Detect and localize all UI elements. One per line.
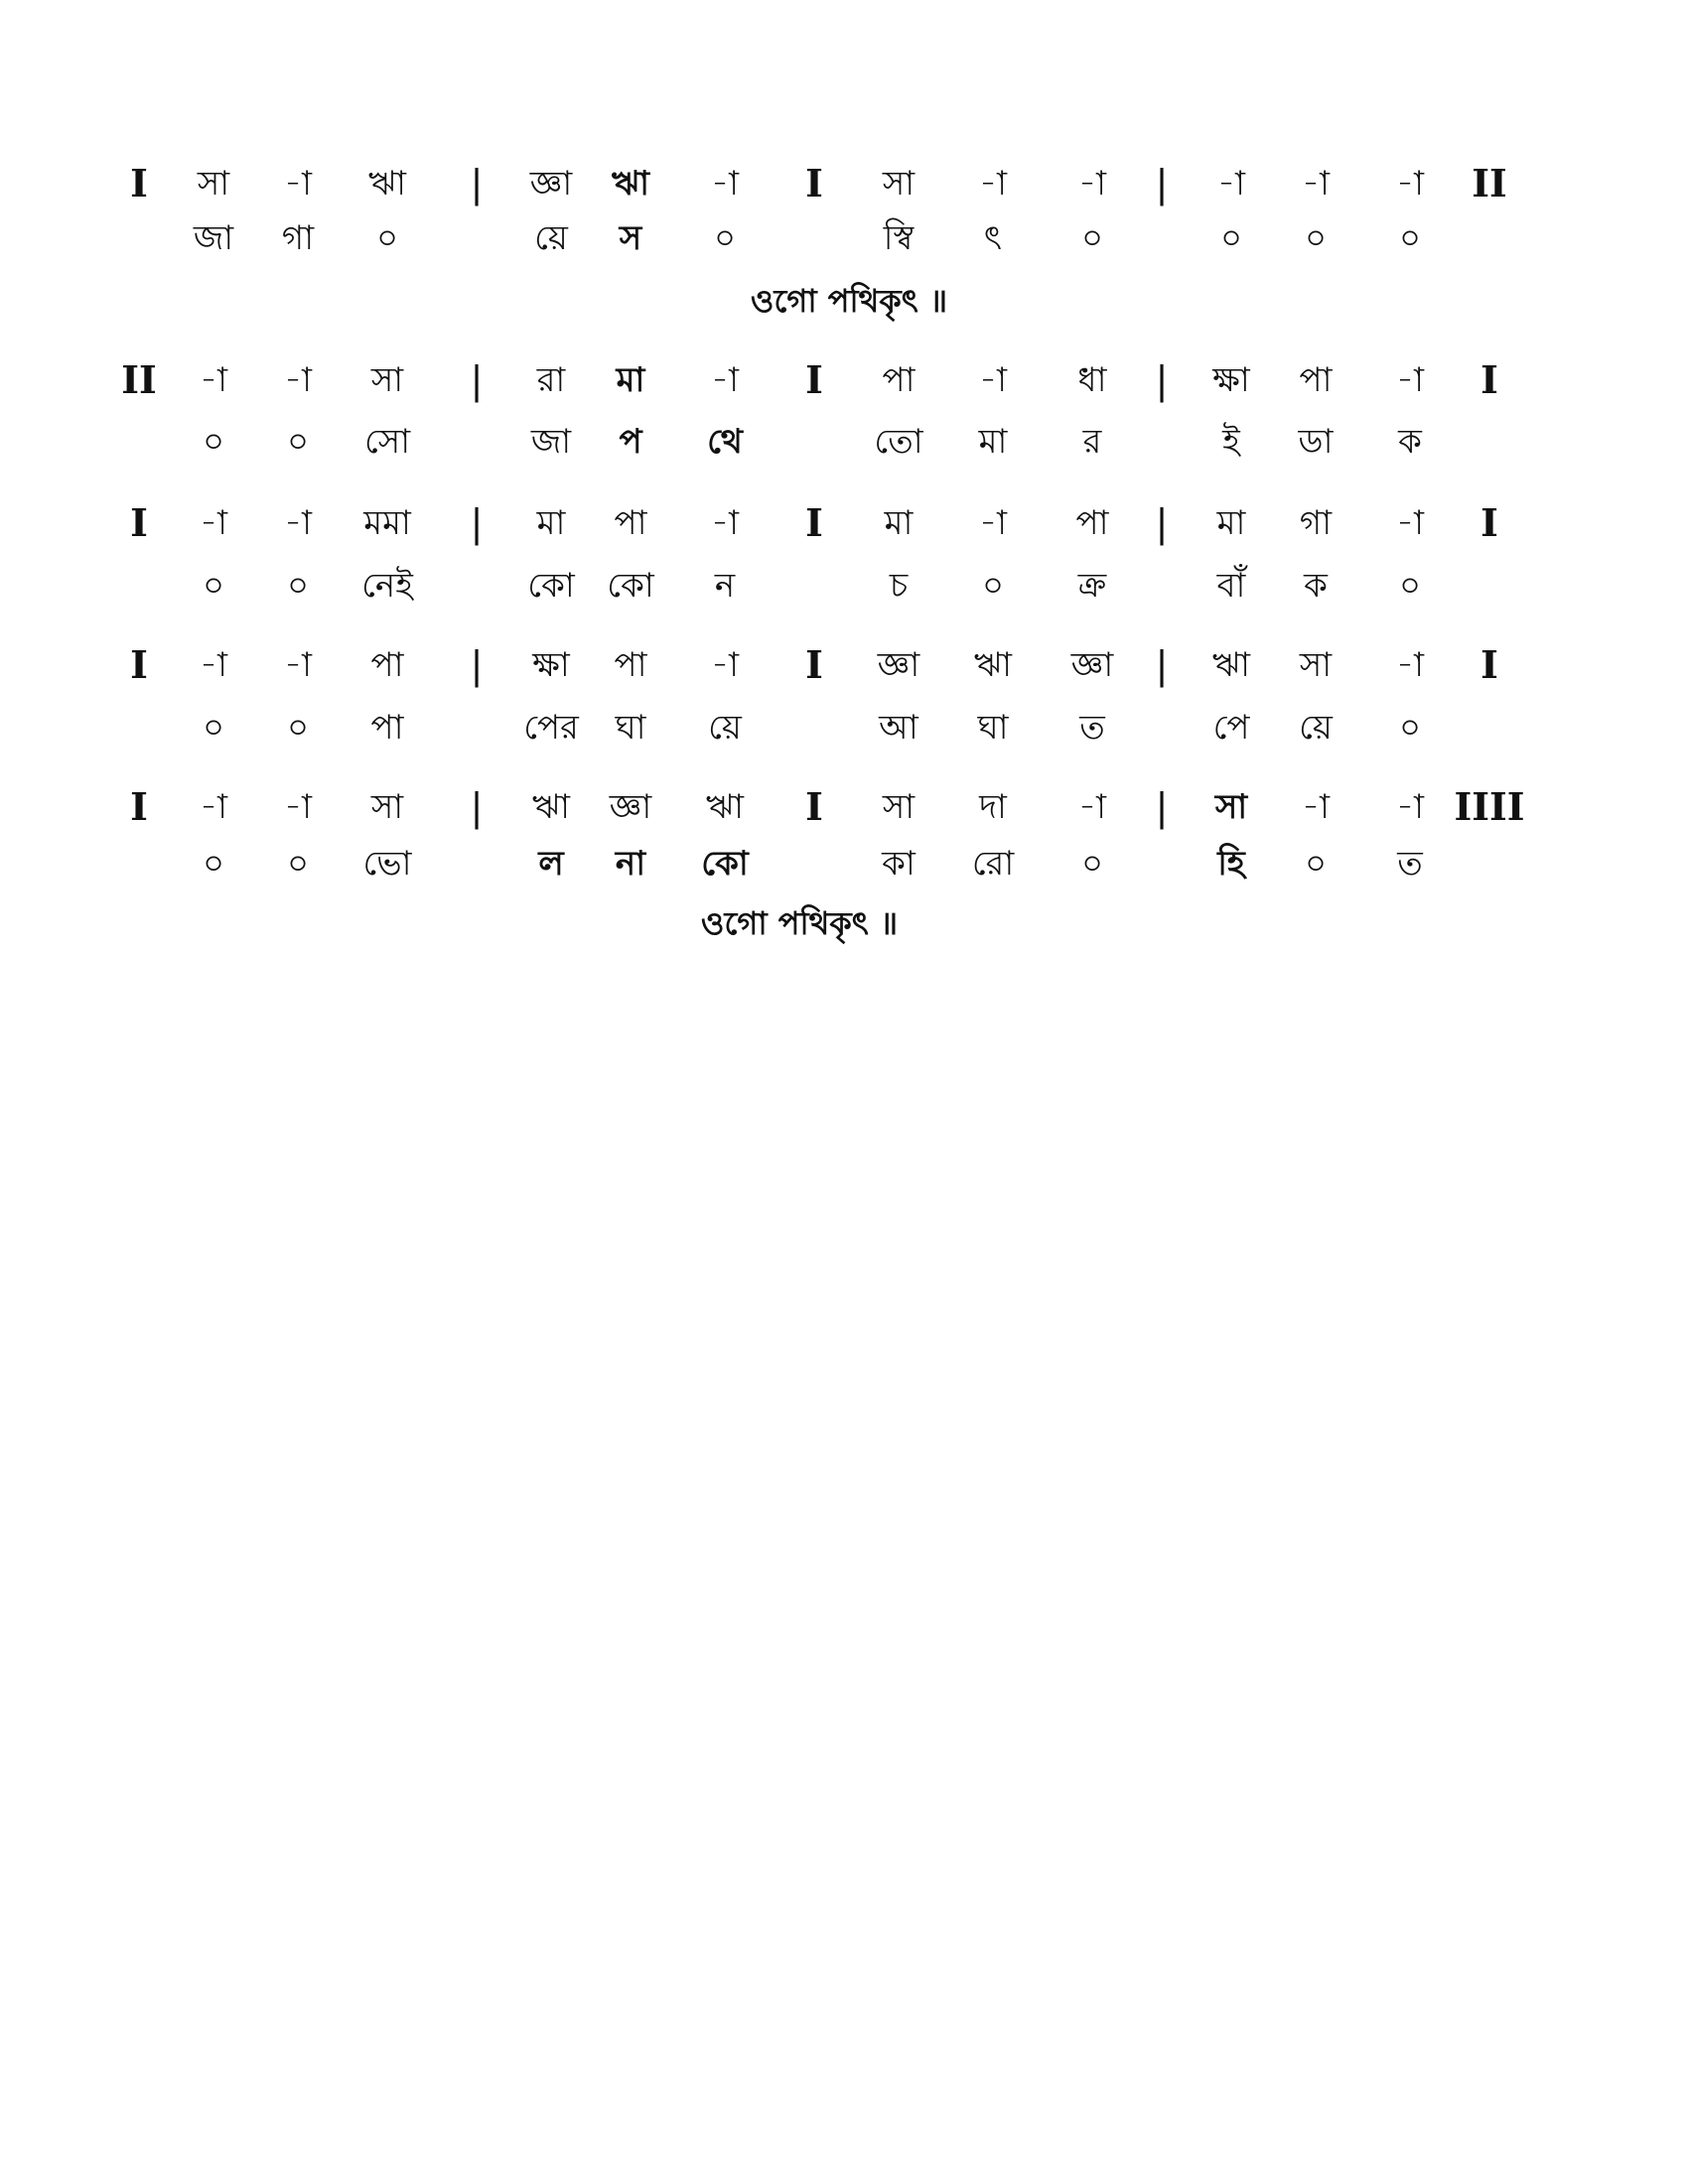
swara-note: রা: [536, 360, 566, 400]
beat-separator: |: [1155, 785, 1169, 829]
swara-note: পা: [882, 360, 915, 400]
beat-separator: |: [470, 162, 484, 205]
barline: I: [805, 784, 823, 829]
lyric-syllable: স: [619, 218, 642, 258]
swara-note: পা: [1299, 360, 1333, 400]
barline: IIII: [1454, 784, 1525, 829]
swara-note: -া: [1078, 164, 1106, 204]
lyric-syllable: ০: [286, 844, 310, 884]
notation-row-5: [0, 782, 1688, 832]
lyric-syllable: ০: [981, 566, 1005, 606]
lyric-syllable: ০: [286, 422, 310, 462]
swara-note: সা: [882, 164, 915, 204]
lyric-row-4: [0, 703, 1688, 752]
lyric-syllable: ০: [286, 708, 310, 748]
barline: I: [130, 161, 148, 205]
lyric-syllable: হি: [1217, 844, 1245, 884]
swara-note: -া: [1396, 503, 1424, 543]
lyric-syllable: ডা: [1298, 422, 1334, 462]
notation-row-1: [0, 159, 1688, 208]
lyric-syllable: ই: [1222, 422, 1240, 462]
swara-note: -া: [1302, 787, 1330, 827]
lyric-syllable: ০: [713, 218, 737, 258]
lyric-syllable: কো: [701, 844, 749, 884]
lyric-syllable: জা: [193, 218, 234, 258]
swara-note: মা: [884, 503, 914, 543]
lyric-syllable: য়ে: [1299, 708, 1333, 748]
lyric-syllable: য়ে: [534, 218, 568, 258]
lyric-syllable: ক: [1304, 566, 1328, 606]
swara-note: মা: [616, 360, 645, 400]
lyric-syllable: ০: [1080, 218, 1104, 258]
lyric-syllable: না: [615, 844, 646, 884]
lyric-row-5: [0, 839, 1688, 888]
lyric-syllable: পের: [523, 708, 579, 748]
lyric-syllable: বাঁ: [1216, 566, 1246, 606]
swara-note: -া: [1396, 645, 1424, 685]
swara-note: -া: [200, 503, 227, 543]
swara-note: -া: [711, 645, 739, 685]
swara-note: মা: [536, 503, 566, 543]
refrain-text: ওগো পথিকৃৎ ॥: [750, 282, 948, 320]
beat-separator: |: [470, 501, 484, 545]
lyric-syllable: ০: [1304, 844, 1328, 884]
barline: I: [805, 161, 823, 205]
swara-note: -া: [979, 164, 1007, 204]
barline: I: [130, 784, 148, 829]
swara-note: -া: [200, 360, 227, 400]
barline: I: [1480, 357, 1498, 402]
swara-note: মা: [1216, 503, 1246, 543]
swara-note: ধা: [1077, 360, 1107, 400]
barline: II: [1472, 161, 1507, 205]
swara-note: -া: [1396, 164, 1424, 204]
lyric-syllable: কা: [882, 844, 915, 884]
lyric-syllable: ত: [1079, 708, 1105, 748]
swara-note: ঋা: [706, 787, 744, 827]
swara-note: সা: [1299, 645, 1333, 685]
swara-note: -া: [1217, 164, 1245, 204]
barline: I: [805, 642, 823, 687]
lyric-syllable: ঘা: [615, 708, 646, 748]
swara-note: ঋা: [1212, 645, 1250, 685]
lyric-syllable: ল: [538, 844, 564, 884]
swara-note: -া: [1078, 787, 1106, 827]
swara-note: জ্ঞা: [1070, 645, 1114, 685]
lyric-row-1: [0, 213, 1688, 263]
lyric-syllable: ৎ: [983, 218, 1003, 258]
swara-note: পা: [1075, 503, 1109, 543]
swara-note: ক্ষা: [1212, 360, 1250, 400]
beat-separator: |: [470, 643, 484, 687]
swara-note: -া: [284, 645, 312, 685]
swara-note: সা: [882, 787, 915, 827]
swara-note: -া: [284, 164, 312, 204]
swara-note: -া: [200, 645, 227, 685]
swara-note: পা: [614, 503, 647, 543]
lyric-syllable: মা: [978, 422, 1008, 462]
swara-note: ঋা: [368, 164, 406, 204]
swara-note: ঋা: [974, 645, 1012, 685]
notation-row-4: [0, 640, 1688, 690]
beat-separator: |: [470, 785, 484, 829]
lyric-syllable: ক: [1398, 422, 1422, 462]
beat-separator: |: [1155, 501, 1169, 545]
swara-note: সা: [197, 164, 230, 204]
lyric-syllable: ০: [202, 422, 225, 462]
notation-row-2: [0, 355, 1688, 405]
lyric-syllable: র: [1082, 422, 1102, 462]
lyric-syllable: প: [619, 422, 642, 462]
lyric-syllable: ০: [1219, 218, 1243, 258]
swara-note: -া: [1396, 787, 1424, 827]
barline: I: [1480, 642, 1498, 687]
lyric-syllable: পা: [370, 708, 404, 748]
lyric-row-2: [0, 417, 1688, 467]
swara-note: -া: [1396, 360, 1424, 400]
swara-note: দা: [979, 787, 1007, 827]
lyric-syllable: আ: [879, 708, 918, 748]
lyric-syllable: সো: [363, 422, 411, 462]
lyric-syllable: চ: [889, 566, 909, 606]
swara-note: জ্ঞা: [529, 164, 573, 204]
lyric-syllable: কো: [527, 566, 575, 606]
beat-separator: |: [470, 358, 484, 402]
swara-note: ঋা: [532, 787, 570, 827]
lyric-syllable: থে: [707, 422, 743, 462]
refrain-line: [0, 898, 1688, 948]
swara-note: পা: [614, 645, 647, 685]
swara-note: -া: [979, 360, 1007, 400]
lyric-syllable: স্বি: [883, 218, 914, 258]
lyric-syllable: ০: [202, 566, 225, 606]
swara-note: ক্ষা: [532, 645, 570, 685]
beat-separator: |: [1155, 358, 1169, 402]
swara-note: পা: [370, 645, 404, 685]
barline: I: [1480, 500, 1498, 545]
refrain-line: [0, 276, 1688, 326]
swara-note: গা: [1299, 503, 1333, 543]
lyric-syllable: য়ে: [708, 708, 742, 748]
lyric-syllable: গা: [281, 218, 315, 258]
barline: I: [130, 500, 148, 545]
refrain-text: ওগো পথিকৃৎ ॥: [700, 904, 899, 942]
barline: I: [805, 500, 823, 545]
swara-note: -া: [284, 503, 312, 543]
swara-note: -া: [284, 787, 312, 827]
swara-note: সা: [370, 787, 404, 827]
swara-note: -া: [284, 360, 312, 400]
lyric-syllable: কো: [607, 566, 654, 606]
lyric-syllable: ০: [202, 844, 225, 884]
lyric-syllable: নেই: [361, 566, 413, 606]
swara-note: -া: [1302, 164, 1330, 204]
lyric-syllable: ০: [1398, 566, 1422, 606]
swara-note: সা: [1214, 787, 1248, 827]
swara-note: মমা: [363, 503, 411, 543]
swara-note: ঋা: [612, 164, 649, 204]
swara-note: জ্ঞা: [609, 787, 652, 827]
lyric-syllable: ০: [1080, 844, 1104, 884]
lyric-syllable: ০: [1398, 708, 1422, 748]
lyric-syllable: ০: [202, 708, 225, 748]
lyric-syllable: তো: [874, 422, 923, 462]
lyric-syllable: ০: [375, 218, 399, 258]
lyric-syllable: ক্র: [1077, 566, 1107, 606]
lyric-syllable: ত: [1397, 844, 1423, 884]
lyric-syllable: ০: [1398, 218, 1422, 258]
lyric-syllable: ঘা: [977, 708, 1009, 748]
lyric-syllable: রো: [971, 844, 1015, 884]
lyric-row-3: [0, 561, 1688, 611]
lyric-syllable: পে: [1212, 708, 1250, 748]
lyric-syllable: ০: [286, 566, 310, 606]
lyric-syllable: ন: [714, 566, 736, 606]
swara-note: -া: [711, 360, 739, 400]
barline: I: [130, 642, 148, 687]
barline: I: [805, 357, 823, 402]
beat-separator: |: [1155, 643, 1169, 687]
lyric-syllable: জা: [530, 422, 572, 462]
swara-note: -া: [711, 503, 739, 543]
beat-separator: |: [1155, 162, 1169, 205]
lyric-syllable: ০: [1304, 218, 1328, 258]
swara-note: -া: [979, 503, 1007, 543]
swara-note: -া: [200, 787, 227, 827]
swara-note: -া: [711, 164, 739, 204]
swara-note: জ্ঞা: [877, 645, 920, 685]
barline: II: [121, 357, 157, 402]
notation-row-3: [0, 498, 1688, 548]
lyric-syllable: ভো: [362, 844, 412, 884]
swara-note: সা: [370, 360, 404, 400]
